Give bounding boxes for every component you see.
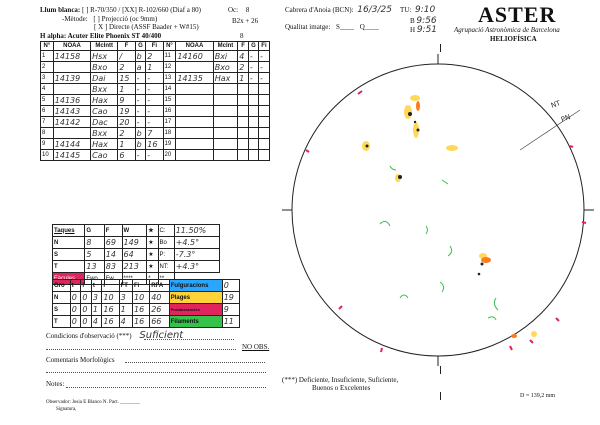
faculae-table-cell: 26 bbox=[150, 304, 170, 316]
metode-label: -Mètode: bbox=[62, 15, 88, 23]
groups-table-row bbox=[41, 95, 270, 106]
groups-table-cell bbox=[213, 106, 238, 117]
faculae-table-cell: 0 bbox=[81, 316, 92, 328]
groups-table-cell: - bbox=[135, 106, 146, 117]
groups-table-cell bbox=[248, 128, 258, 139]
faculae-col-header: t bbox=[91, 280, 102, 292]
groups-table-cell: 2 bbox=[118, 128, 135, 139]
taques-right-value: 11.50% bbox=[174, 225, 219, 237]
groups-col-header: N° bbox=[41, 42, 54, 51]
groups-table-cell bbox=[248, 95, 258, 106]
groups-table-cell: 16 bbox=[163, 106, 176, 117]
taques-col-header: F bbox=[104, 225, 122, 237]
taques-table-row bbox=[53, 261, 220, 273]
groups-table-cell: 16 bbox=[146, 139, 163, 150]
groups-table-cell: - bbox=[135, 150, 146, 161]
taques-table-cell: ★ bbox=[147, 237, 158, 249]
faculae-table-cell: 16 bbox=[133, 304, 150, 316]
groups-table-cell: - bbox=[146, 95, 163, 106]
groups-col-header: NOAA bbox=[53, 42, 90, 51]
groups-table-row bbox=[41, 51, 270, 62]
observador-line: Observador: Josia E Blanco N. Pact. ________ bbox=[46, 400, 141, 405]
taques-right-label: C: bbox=[158, 225, 174, 237]
faculae-table-cell: 0 bbox=[70, 292, 81, 304]
groups-table-cell: - bbox=[135, 117, 146, 128]
groups-table-row bbox=[41, 128, 270, 139]
groups-table-cell: 1 bbox=[146, 62, 163, 73]
groups-table-cell bbox=[176, 95, 213, 106]
groups-table-cell: 14144 bbox=[53, 139, 90, 150]
groups-table-cell: 1 bbox=[118, 139, 135, 150]
groups-table-cell bbox=[258, 117, 269, 128]
notes-line bbox=[66, 387, 266, 388]
faculae-table-cell: 3 bbox=[119, 292, 132, 304]
groups-table-cell bbox=[248, 106, 258, 117]
groups-table-cell: 20 bbox=[118, 117, 135, 128]
faculae-table-row bbox=[53, 292, 240, 304]
groups-table-cell: - bbox=[135, 84, 146, 95]
legend-filaments: Filaments bbox=[169, 316, 222, 328]
groups-table-row bbox=[41, 106, 270, 117]
notes-label: Notes: bbox=[46, 380, 65, 388]
facules-cell: Fwo bbox=[85, 273, 104, 285]
faculae-table-cell: 16 bbox=[133, 316, 150, 328]
faculae-table-header bbox=[53, 280, 240, 292]
groups-table-cell: 14145 bbox=[53, 150, 90, 161]
taques-table-cell: 13 bbox=[85, 261, 104, 273]
groups-table-cell: Bxi bbox=[213, 51, 238, 62]
frame-tick bbox=[440, 392, 441, 400]
groups-table-cell: 14143 bbox=[53, 106, 90, 117]
oc-field bbox=[228, 6, 249, 14]
llum-blanca-line bbox=[40, 6, 201, 14]
groups-table-cell: 2 bbox=[41, 62, 54, 73]
b2x-field: B2x + 26 bbox=[232, 17, 259, 25]
groups-table-cell: 6 bbox=[41, 106, 54, 117]
groups-table-cell bbox=[176, 106, 213, 117]
groups-col-header: G bbox=[135, 42, 146, 51]
faculae-table-row bbox=[53, 316, 240, 328]
groups-table-cell: 17 bbox=[163, 117, 176, 128]
groups-table-cell: 14 bbox=[163, 84, 176, 95]
groups-table-cell bbox=[176, 150, 213, 161]
tu-label: TU: bbox=[400, 6, 412, 14]
faculae-table-cell: 66 bbox=[150, 316, 170, 328]
heliofisica-title: HELIOFÍSICA bbox=[490, 35, 537, 43]
h-value: 9:51 bbox=[416, 25, 438, 35]
groups-table-cell: 10 bbox=[41, 150, 54, 161]
groups-table-cell bbox=[176, 128, 213, 139]
groups-table-cell: Cao bbox=[91, 106, 118, 117]
signatura-line: Signatura, bbox=[56, 407, 77, 412]
cabrera-label: Cabrera d'Anoia (BCN): bbox=[285, 6, 354, 14]
groups-table-cell: 14136 bbox=[53, 95, 90, 106]
solar-disk-circle bbox=[292, 64, 584, 356]
b-value: 9:56 bbox=[416, 16, 437, 26]
groups-table-cell: a bbox=[135, 62, 146, 73]
groups-table-cell: 7 bbox=[41, 117, 54, 128]
metode-option-projeccio: [ ] Projecció (oc 9mm) bbox=[93, 15, 158, 23]
oc-value: 8 bbox=[245, 6, 250, 14]
halpha-value: 8 bbox=[240, 32, 244, 40]
taques-table-cell: 8 bbox=[85, 237, 104, 249]
facules-cell: Fàcules bbox=[53, 273, 85, 285]
groups-table-cell bbox=[213, 150, 238, 161]
groups-table-cell: b bbox=[135, 139, 146, 150]
aster-subtitle: Agrupació Astronòmica de Barcelona bbox=[454, 26, 560, 34]
groups-col-header: F bbox=[238, 42, 249, 51]
groups-table-cell: 2 bbox=[238, 62, 249, 73]
taques-table-cell: 5 bbox=[85, 249, 104, 261]
groups-table-cell: - bbox=[248, 51, 258, 62]
faculae-col-header: Fi bbox=[133, 280, 150, 292]
faculae-table-cell: 0 bbox=[81, 292, 92, 304]
groups-table-cell: 7 bbox=[146, 128, 163, 139]
groups-table-cell bbox=[258, 106, 269, 117]
groups-table-cell bbox=[248, 139, 258, 150]
groups-table-cell: 14139 bbox=[53, 73, 90, 84]
condicions-value: Suficient bbox=[139, 330, 184, 341]
condicions-legend-note: (***) Deficiente, Insuficiente, Suficiente, bbox=[282, 376, 399, 384]
groups-table-cell: 3 bbox=[41, 73, 54, 84]
h-label: H bbox=[410, 26, 416, 34]
metode-line bbox=[62, 15, 157, 23]
groups-table-cell: Bxo bbox=[91, 62, 118, 73]
pn-label: PN bbox=[559, 113, 572, 124]
groups-table-cell: - bbox=[258, 51, 269, 62]
protuberance-marks bbox=[306, 91, 586, 352]
groups-table-cell: 14158 bbox=[53, 51, 90, 62]
oc-label: Oc: bbox=[228, 6, 239, 14]
groups-table-cell: 4 bbox=[41, 84, 54, 95]
faculae-table bbox=[52, 279, 240, 328]
legend-fulguracions-value: 0 bbox=[222, 280, 239, 292]
groups-table-cell: - bbox=[248, 62, 258, 73]
qualitat-q: Q____ bbox=[359, 23, 379, 31]
groups-table-cell bbox=[238, 128, 249, 139]
groups-table-cell bbox=[213, 95, 238, 106]
condicions-line bbox=[144, 339, 234, 340]
no-obs-label: NO OBS. bbox=[242, 343, 270, 351]
faculae-table-cell: 16 bbox=[102, 316, 119, 328]
faculae-table-cell: 10 bbox=[133, 292, 150, 304]
llum-options: [ ] R-70/350 / [XX] R-102/660 (Diaf a 80) bbox=[82, 6, 201, 14]
groups-table-cell bbox=[238, 106, 249, 117]
groups-table-cell bbox=[213, 139, 238, 150]
groups-table-cell bbox=[238, 95, 249, 106]
groups-table-cell bbox=[258, 139, 269, 150]
qualitat-s: S____ bbox=[336, 23, 354, 31]
faculae-table-cell: N bbox=[53, 292, 71, 304]
groups-table-cell bbox=[53, 62, 90, 73]
groups-table-cell: 12 bbox=[163, 62, 176, 73]
groups-table-cell: 5 bbox=[41, 95, 54, 106]
faculae-table-cell: 0 bbox=[70, 304, 81, 316]
taques-table-cell: ★ bbox=[147, 249, 158, 261]
groups-table-header bbox=[41, 42, 270, 51]
groups-table-cell: 14142 bbox=[53, 117, 90, 128]
taques-col-header: W bbox=[122, 225, 147, 237]
faculae-col-header: t bbox=[70, 280, 81, 292]
groups-table-cell: - bbox=[146, 73, 163, 84]
halpha-line: H alpha: Acuter Elite Phoenix ST 40/400 bbox=[40, 32, 162, 40]
groups-table-cell: 14135 bbox=[176, 73, 213, 84]
groups-table-cell: 9 bbox=[118, 95, 135, 106]
faculae-col-header: i bbox=[102, 280, 119, 292]
faculae-table-row bbox=[53, 304, 240, 316]
faculae-table-cell: T bbox=[53, 316, 71, 328]
groups-table-cell: 2 bbox=[146, 51, 163, 62]
comentaris-line-2 bbox=[46, 372, 266, 373]
groups-table-cell: - bbox=[146, 106, 163, 117]
groups-col-header: Fi bbox=[146, 42, 163, 51]
faculae-table-cell: 1 bbox=[119, 304, 132, 316]
groups-table-cell bbox=[258, 84, 269, 95]
taques-right-label: Bo bbox=[158, 237, 174, 249]
groups-table-cell bbox=[213, 128, 238, 139]
condicions-line-2 bbox=[46, 349, 236, 350]
groups-table-cell: 9 bbox=[41, 139, 54, 150]
facules-cell: **** bbox=[122, 273, 147, 285]
groups-table-cell: - bbox=[146, 150, 163, 161]
condicions-label: Condicions d'observació (***) bbox=[46, 332, 132, 340]
taques-col-header: Taques bbox=[53, 225, 85, 237]
aster-logo-title: ASTER bbox=[478, 2, 557, 27]
groups-table-cell: b bbox=[135, 51, 146, 62]
taques-col-header: G bbox=[85, 225, 104, 237]
taques-right-label: NT: bbox=[158, 261, 174, 273]
groups-col-header: F bbox=[118, 42, 135, 51]
taques-right-value: +4.3° bbox=[174, 261, 219, 273]
condicions-legend-note-2: Buenos o Excelentes bbox=[312, 384, 371, 392]
faculae-col-header: RFA bbox=[150, 280, 170, 292]
groups-col-header: N° bbox=[163, 42, 176, 51]
taques-table-cell: 14 bbox=[104, 249, 122, 261]
groups-col-header: McInt bbox=[213, 42, 238, 51]
groups-table-row bbox=[41, 139, 270, 150]
h-field bbox=[410, 26, 437, 34]
comentaris-line bbox=[125, 362, 265, 363]
groups-table-cell: Bxx bbox=[91, 84, 118, 95]
taques-table-cell: N bbox=[53, 237, 85, 249]
taques-table-cell: 64 bbox=[122, 249, 147, 261]
groups-table-cell: 15 bbox=[118, 73, 135, 84]
groups-table-cell: 18 bbox=[163, 128, 176, 139]
faculae-table-cell: 4 bbox=[91, 316, 102, 328]
groups-table-cell bbox=[248, 150, 258, 161]
groups-col-header: McIntt bbox=[91, 42, 118, 51]
legend-plages: Plages bbox=[169, 292, 222, 304]
legend-plages-value: 19 bbox=[222, 292, 239, 304]
taques-right-label: P: bbox=[158, 249, 174, 261]
groups-table-cell: 8 bbox=[41, 128, 54, 139]
groups-table-row bbox=[41, 73, 270, 84]
solar-disk-drawing bbox=[270, 50, 600, 370]
groups-table bbox=[40, 41, 270, 161]
faculae-table-cell: 40 bbox=[150, 292, 170, 304]
groups-table-cell: 2 bbox=[118, 62, 135, 73]
faculae-table-cell: 0 bbox=[70, 316, 81, 328]
groups-table-cell: 6 bbox=[118, 150, 135, 161]
groups-table-cell bbox=[238, 84, 249, 95]
groups-table-cell: 1 bbox=[118, 84, 135, 95]
groups-table-row bbox=[41, 150, 270, 161]
groups-table-cell bbox=[53, 128, 90, 139]
groups-table-cell: - bbox=[135, 95, 146, 106]
faculae-table-cell: S bbox=[53, 304, 71, 316]
filament-marks bbox=[380, 166, 498, 320]
groups-table-cell: - bbox=[248, 73, 258, 84]
taques-table-row bbox=[53, 249, 220, 261]
groups-table-cell: 20 bbox=[163, 150, 176, 161]
facules-cell: ** bbox=[158, 273, 174, 285]
groups-table-cell bbox=[53, 84, 90, 95]
b-label: B bbox=[410, 17, 415, 25]
groups-table-cell bbox=[176, 84, 213, 95]
groups-table-cell: Cao bbox=[91, 150, 118, 161]
llum-label: Llum blanca: bbox=[40, 6, 81, 14]
taques-right-value: +4.5° bbox=[174, 237, 219, 249]
groups-table-cell: - bbox=[258, 73, 269, 84]
taques-table-header bbox=[53, 225, 220, 237]
legend-protuberancies: Protuberàncies bbox=[169, 304, 222, 316]
groups-table-cell: 1 bbox=[41, 51, 54, 62]
b-field bbox=[410, 17, 437, 25]
groups-table-cell bbox=[238, 150, 249, 161]
groups-table-cell: Dai bbox=[91, 73, 118, 84]
legend-filaments-value: 11 bbox=[222, 316, 239, 328]
taques-right-value: -7.3° bbox=[174, 249, 219, 261]
plage-marks bbox=[362, 95, 537, 337]
taques-col-header: ★ bbox=[147, 225, 158, 237]
groups-table-cell: Dac bbox=[91, 117, 118, 128]
active-region-marks bbox=[416, 101, 517, 338]
groups-table-cell bbox=[248, 84, 258, 95]
faculae-col-header: FT bbox=[119, 280, 132, 292]
groups-table-cell: 19 bbox=[118, 106, 135, 117]
groups-table-cell bbox=[258, 95, 269, 106]
faculae-table-cell: 10 bbox=[102, 292, 119, 304]
groups-table-cell bbox=[213, 117, 238, 128]
groups-table-cell: Hax bbox=[91, 95, 118, 106]
groups-table-cell bbox=[248, 117, 258, 128]
metode-option-directe: [ X ] Directe (ASSF Baader + W#15) bbox=[94, 23, 199, 31]
groups-table-cell: Hsx bbox=[91, 51, 118, 62]
groups-table-cell: Hax bbox=[91, 139, 118, 150]
tu-field bbox=[400, 6, 435, 14]
groups-table-row bbox=[41, 84, 270, 95]
faculae-table-cell: 16 bbox=[102, 304, 119, 316]
groups-table-cell: Bxo bbox=[213, 62, 238, 73]
groups-table-cell: 14160 bbox=[176, 51, 213, 62]
groups-table-cell bbox=[213, 84, 238, 95]
comentaris-label: Comentaris Morfològics bbox=[46, 356, 115, 364]
groups-table-cell: 4 bbox=[238, 51, 249, 62]
facules-cell: * bbox=[147, 273, 158, 285]
groups-table-cell: 15 bbox=[163, 95, 176, 106]
groups-table-cell: 11 bbox=[163, 51, 176, 62]
groups-table-cell: 1 bbox=[238, 73, 249, 84]
groups-table-cell bbox=[176, 139, 213, 150]
groups-table-cell: - bbox=[146, 117, 163, 128]
cabrera-field bbox=[285, 6, 392, 14]
taques-table-row bbox=[53, 237, 220, 249]
groups-table-cell bbox=[176, 62, 213, 73]
groups-table-cell: - bbox=[258, 62, 269, 73]
groups-table-cell: - bbox=[135, 73, 146, 84]
groups-table-cell bbox=[238, 139, 249, 150]
taques-table-cell: 149 bbox=[122, 237, 147, 249]
groups-table-cell: Hax bbox=[213, 73, 238, 84]
taques-table-cell: 69 bbox=[104, 237, 122, 249]
taques-table-cell: 83 bbox=[104, 261, 122, 273]
taques-table bbox=[52, 224, 220, 285]
groups-table-cell: / bbox=[118, 51, 135, 62]
taques-table-cell: 213 bbox=[122, 261, 147, 273]
groups-col-header: Fi bbox=[258, 42, 269, 51]
groups-table-row bbox=[41, 62, 270, 73]
faculae-col-header: i bbox=[81, 280, 92, 292]
faculae-col-header: Gro bbox=[53, 280, 71, 292]
groups-table-cell bbox=[258, 150, 269, 161]
faculae-table-cell: 4 bbox=[119, 316, 132, 328]
taques-table-cell: S bbox=[53, 249, 85, 261]
legend-protuberancies-value: 9 bbox=[222, 304, 239, 316]
groups-table-cell: b bbox=[135, 128, 146, 139]
tu-value: 9:10 bbox=[415, 5, 436, 15]
qualitat-field bbox=[285, 23, 379, 31]
sunspot-marks bbox=[366, 112, 484, 275]
nt-label: NT bbox=[549, 99, 562, 110]
groups-table-cell: - bbox=[146, 84, 163, 95]
qualitat-label: Qualitat imatge: bbox=[285, 23, 331, 31]
groups-table-cell: 19 bbox=[163, 139, 176, 150]
groups-table-cell: Bxx bbox=[91, 128, 118, 139]
faculae-table-cell: 3 bbox=[91, 292, 102, 304]
taques-table-cell: T bbox=[53, 261, 85, 273]
groups-table-cell: 13 bbox=[163, 73, 176, 84]
groups-table-cell bbox=[238, 117, 249, 128]
faculae-table-cell: 1 bbox=[91, 304, 102, 316]
diameter-label: D = 139,2 mm bbox=[520, 393, 556, 399]
faculae-table-cell: 0 bbox=[81, 304, 92, 316]
groups-table-row bbox=[41, 117, 270, 128]
groups-col-header: G bbox=[248, 42, 258, 51]
groups-col-header: NOAA bbox=[176, 42, 213, 51]
taques-table-cell: ★ bbox=[147, 261, 158, 273]
groups-table-cell bbox=[176, 117, 213, 128]
cabrera-date: 16/3/25 bbox=[357, 5, 392, 15]
legend-fulguracions: Fulguracions bbox=[169, 280, 222, 292]
facules-cell: Fw bbox=[104, 273, 122, 285]
groups-table-cell bbox=[258, 128, 269, 139]
